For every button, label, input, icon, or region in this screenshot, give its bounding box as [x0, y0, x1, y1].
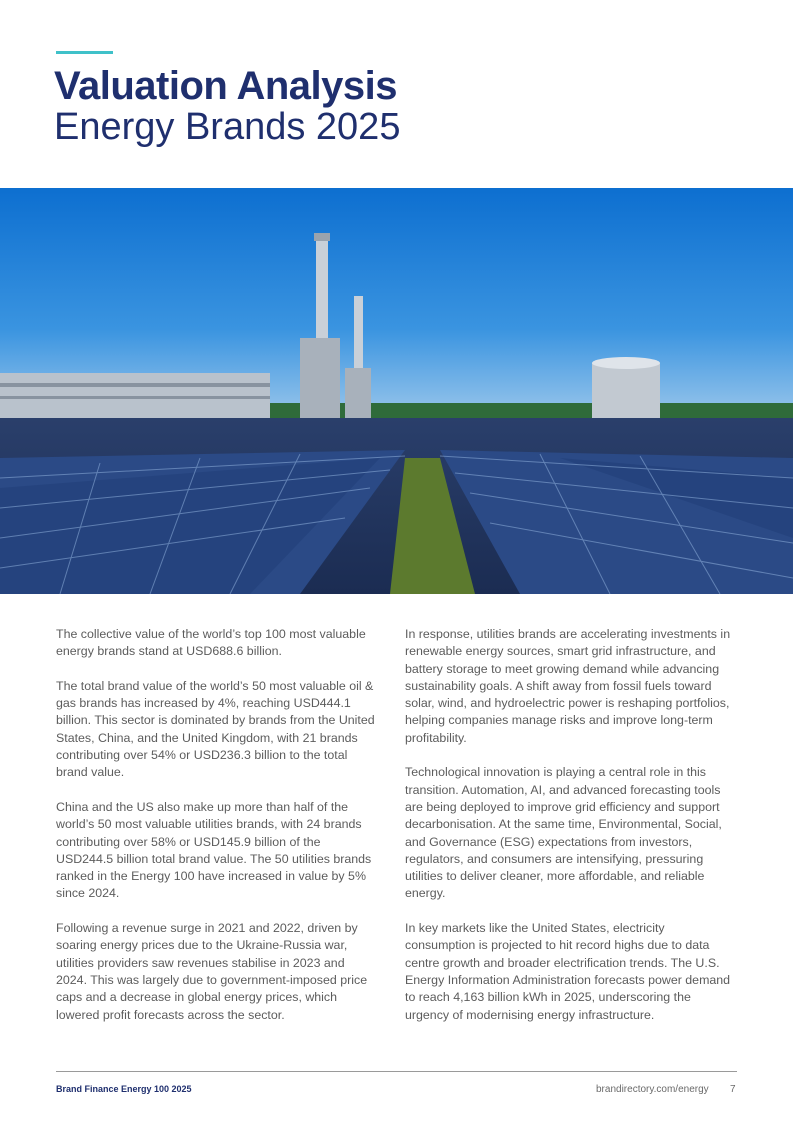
- paragraph: In key markets like the United States, electricity consumption is projected to hit record highs due to data centre growth and broader electrification trends. The U.S. Energy Information Administration forecasts power demand to reach 4,163 billion kWh in 2025, underscoring the urgency of modernising energy infrastructure.: [405, 921, 731, 1022]
- footer-divider: [56, 1071, 737, 1072]
- footer-publication: Brand Finance Energy 100 2025: [56, 1084, 192, 1094]
- paragraph: The collective value of the world’s top 100 most valuable energy brands stand at USD688.6 billion.: [56, 627, 366, 659]
- footer-url-link[interactable]: brandirectory.com/energy: [596, 1084, 709, 1095]
- page-title: Valuation Analysis: [54, 64, 397, 108]
- right-column: [405, 626, 735, 1041]
- page-number: 7: [730, 1084, 736, 1095]
- paragraph: The total brand value of the world’s 50 most valuable oil & gas brands has increased by 4%, reaching USD444.1 billion. This sector is dominated by brands from the United States, China, and the United Kingdom, with 21 brands contributing over 54% or USD236.3 billion to the total brand value.: [56, 678, 375, 780]
- page-subtitle: Energy Brands 2025: [54, 106, 401, 148]
- paragraph: Technological innovation is playing a central role in this transition. Automation, AI, and advanced forecasting tools are being deployed to improve grid efficiency and support decarbonisation. At the same time, Environmental, Social, and Governance (ESG) expectations from investors, regulators, and consumers are intensifying, pressuring utilities to deliver cleaner, more affordable, and reliable energy.: [405, 765, 722, 901]
- accent-line: [56, 51, 113, 54]
- paragraph: China and the US also make up more than half of the world’s 50 most valuable utilities brands, with 24 brands contributing over 58% or USD145.9 billion of the USD244.5 billion total brand value. The 50 utilities brands ranked in the Energy 100 have increased in value by 5% since 2024.: [56, 799, 372, 901]
- hero-image: [0, 188, 793, 594]
- paragraph: Following a revenue surge in 2021 and 2022, driven by soaring energy prices due to the Ukraine-Russia war, utilities providers saw revenues stabilise in 2023 and 2024. This was largely due to government-imposed price caps and a decrease in global energy prices, which lowered profit forecasts across the sector.: [56, 921, 368, 1022]
- paragraph: In response, utilities brands are accelerating investments in renewable energy sources, smart grid infrastructure, and battery storage to meet growing demand while advancing sustainability goals. A shift away from fossil fuels toward solar, wind, and hydroelectric power is reshaping portfolios, helping companies manage risks and improve long-term profitability.: [405, 627, 731, 745]
- left-column: [56, 626, 376, 1041]
